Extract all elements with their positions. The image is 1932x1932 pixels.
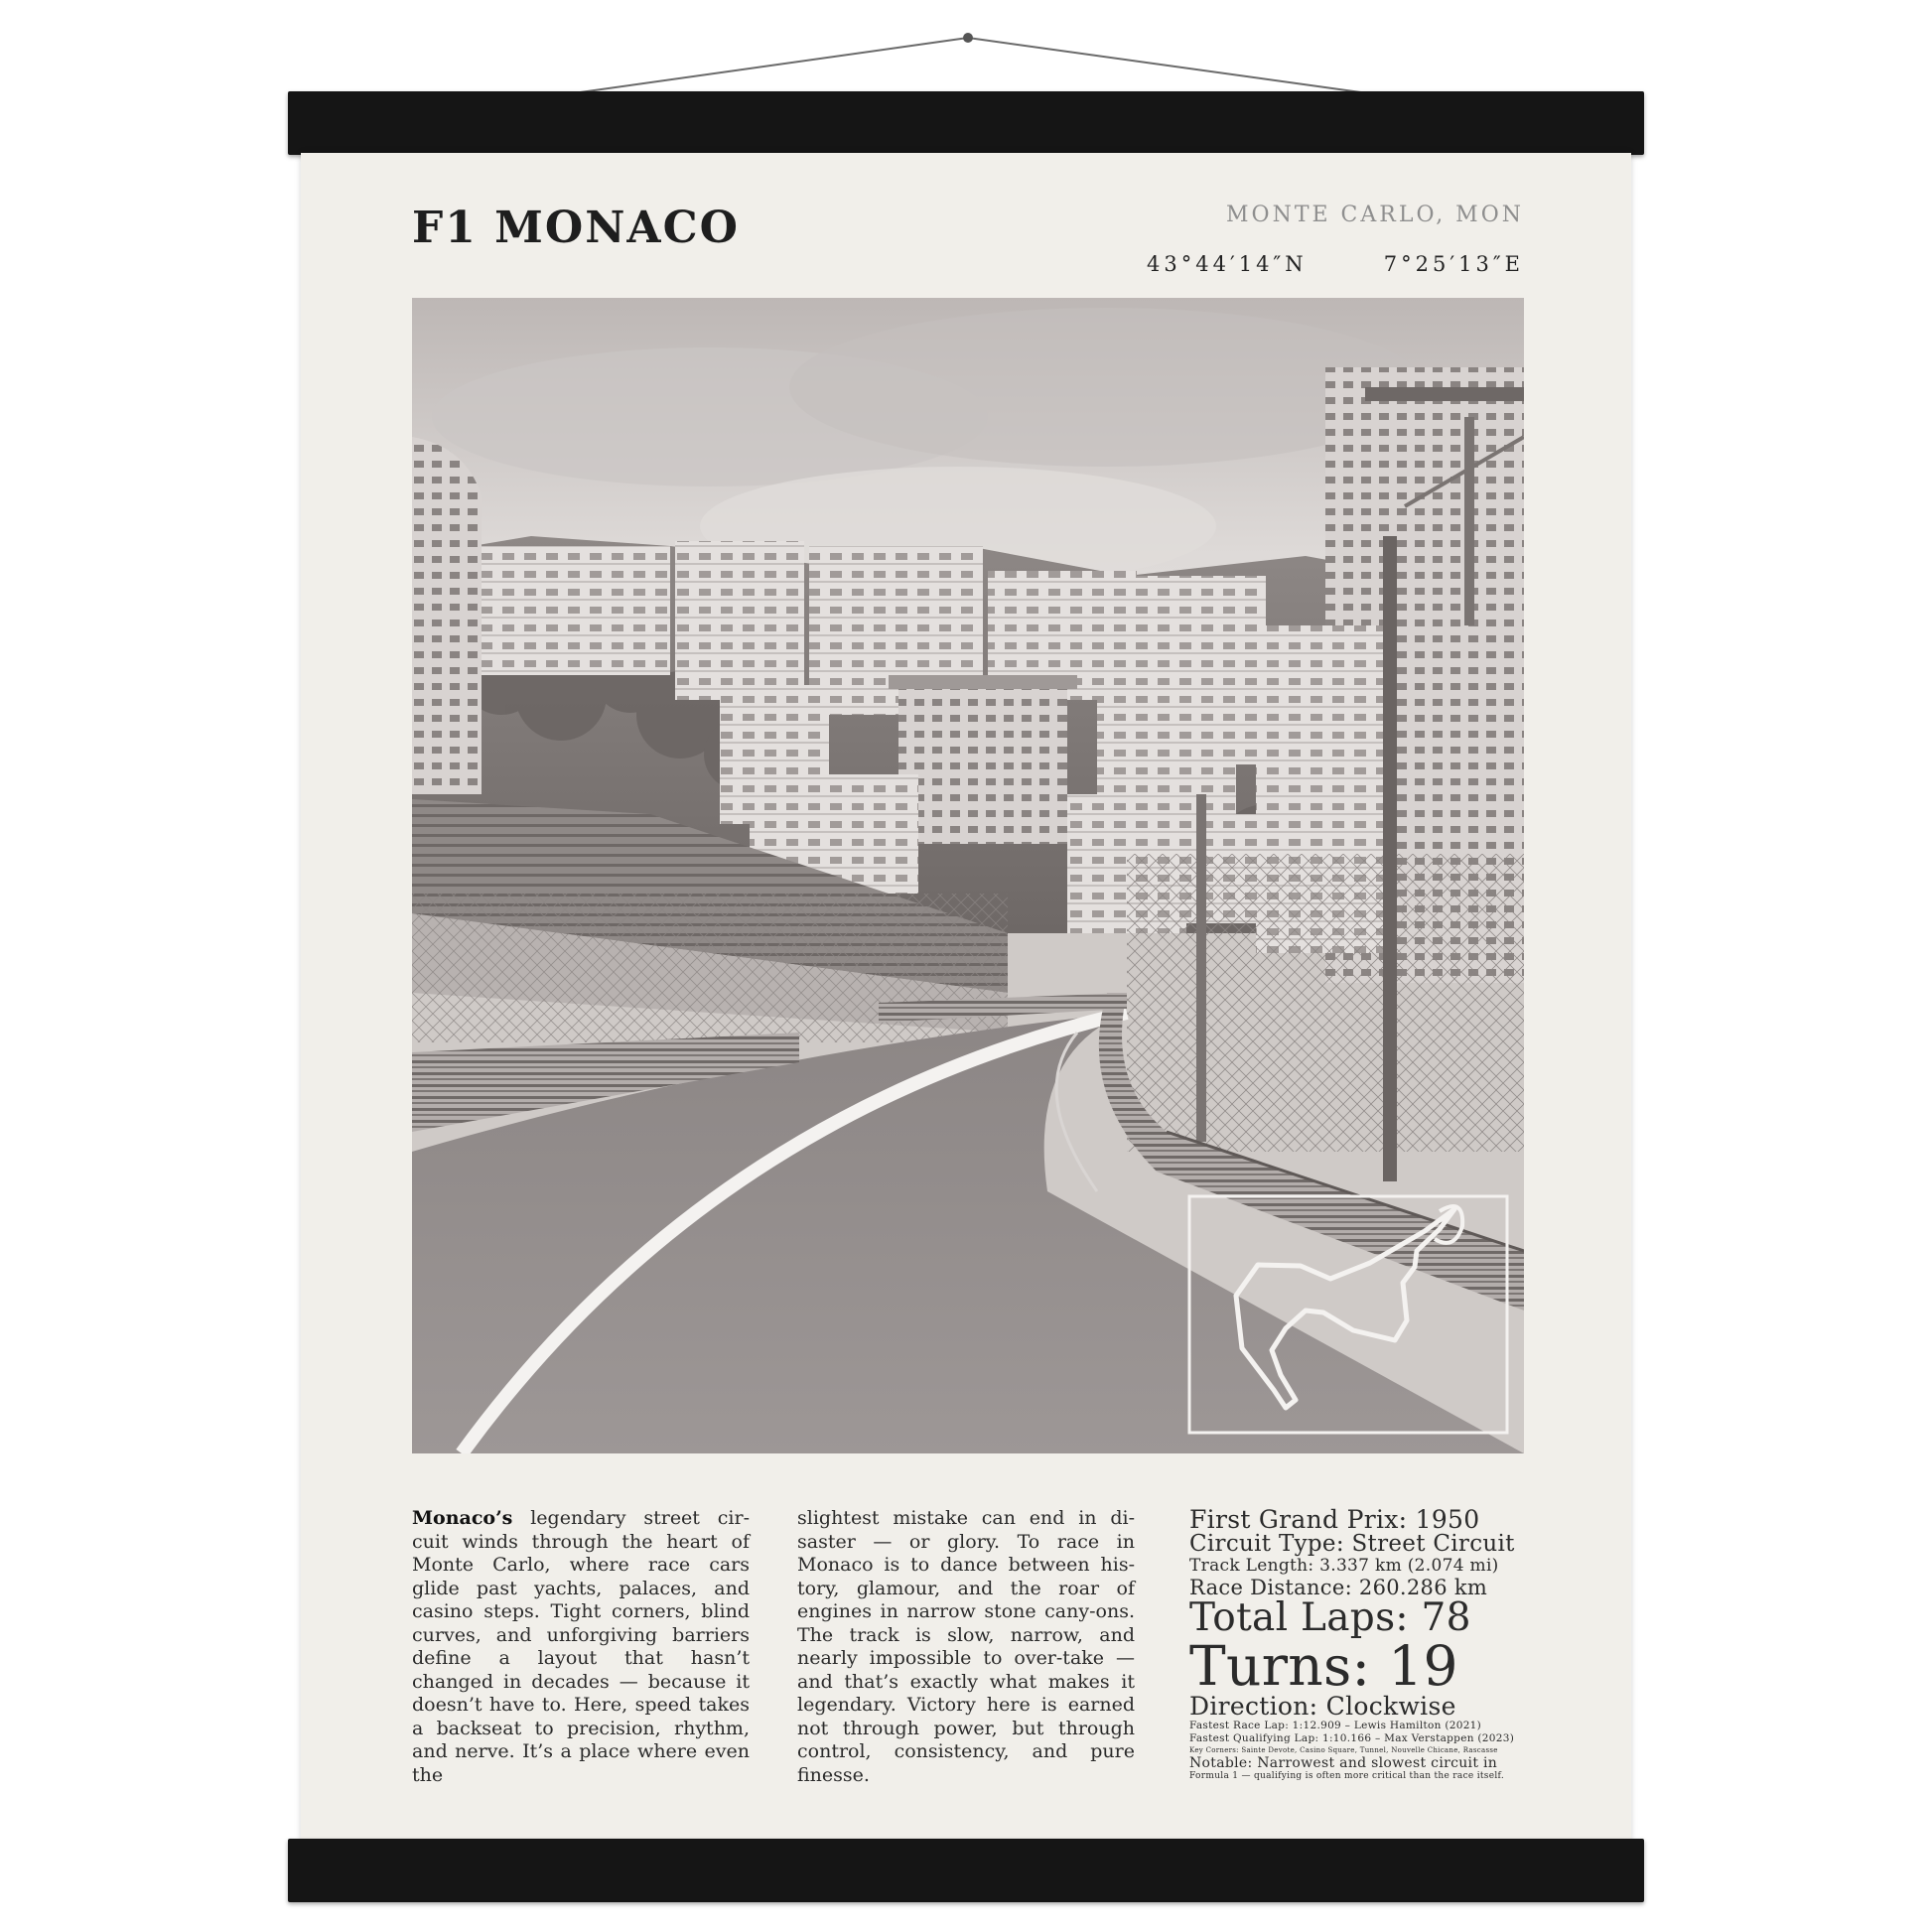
stat-notable-line-2: Formula 1 — qualifying is often more critical than the race itself.	[1189, 1771, 1504, 1781]
hanger-bar-bottom	[288, 1839, 1644, 1902]
description-body-1: legendary street cir-cuit winds through the heart of Monte Carlo, where race cars glide past yachts, palaces, and casino steps. Tight corners, blind curves, and unforgiving barriers define a layout that hasn’t changed in decades — because it doesn’t have to. Here, speed takes a backseat to precision, rhythm, and nerve. It’s a place where even the	[412, 1507, 750, 1786]
hanger-bar-top	[288, 91, 1644, 155]
stat-circuit-type: Circuit Type: Street Circuit	[1189, 1531, 1515, 1557]
poster-title: F1 MONACO	[412, 203, 740, 253]
stat-total-laps: Total Laps: 78	[1189, 1595, 1471, 1640]
stat-direction: Direction: Clockwise	[1189, 1692, 1456, 1721]
stat-fastest-qualifying-lap: Fastest Qualifying Lap: 1:10.166 – Max Verstappen (2023)	[1189, 1732, 1515, 1744]
stat-fastest-race-lap: Fastest Race Lap: 1:12.909 – Lewis Hamilton (2021)	[1189, 1720, 1482, 1731]
stat-notable-line-1: Notable: Narrowest and slowest circuit in	[1189, 1755, 1498, 1771]
circuit-photo	[412, 298, 1524, 1453]
stat-track-length: Track Length: 3.337 km (2.074 mi)	[1189, 1556, 1499, 1576]
stat-key-corners: Key Corners: Sainte Devote, Casino Square, Tunnel, Nouvelle Chicane, Rascasse	[1189, 1746, 1498, 1754]
stat-race-distance: Race Distance: 260.286 km	[1189, 1576, 1488, 1599]
stat-turns: Turns: 19	[1189, 1634, 1458, 1698]
latitude-label: 43°44′14″N	[1147, 252, 1308, 276]
description-column-2: slightest mistake can end in di-saster — or glory. To race in Monaco is to dance between his-tory, glamour, and the roar of engines in narrow stone cany-ons. The track is slow, narrow, and nearly impossible to over-take — and that’s exactly what makes it legendary. Victory here is earned not through power, but through control, consistency, and pure finesse.	[797, 1507, 1135, 1786]
description-lead: Monaco’s	[412, 1507, 513, 1529]
poster-location: MONTE CARLO, MON	[1226, 203, 1524, 227]
stat-first-grand-prix: First Grand Prix: 1950	[1189, 1505, 1480, 1534]
poster-paper	[301, 153, 1631, 1841]
circuit-stats	[1189, 1507, 1527, 1782]
description-column-1	[412, 1507, 750, 1787]
longitude-label: 7°25′13″E	[1383, 252, 1524, 276]
